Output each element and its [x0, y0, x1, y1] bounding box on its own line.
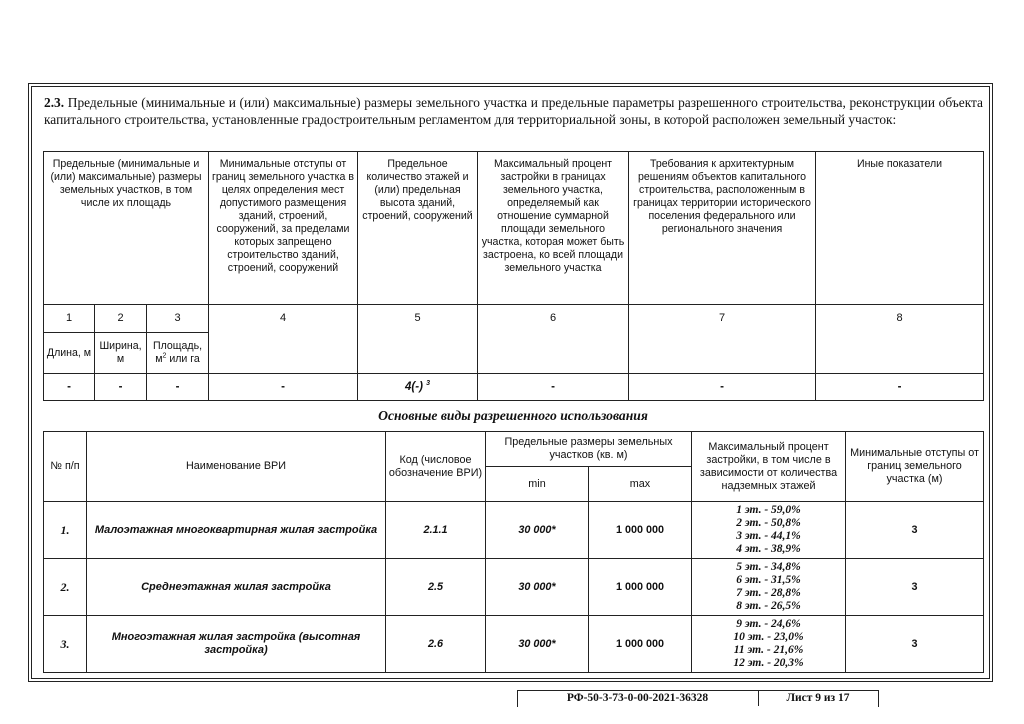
row-name: Малоэтажная многоквартирная жилая застройка — [87, 502, 386, 559]
row-setback: 3 — [846, 616, 984, 673]
value-architecture: - — [629, 374, 816, 401]
value-setbacks: - — [209, 374, 358, 401]
header-code: Код (числовое обозначение ВРИ) — [386, 432, 486, 502]
row-min: 30 000* — [486, 616, 589, 673]
row-name: Среднеэтажная жилая застройка — [87, 559, 386, 616]
header-setback: Минимальные отступы от границ земельного участка (м) — [846, 432, 984, 502]
col-number: 6 — [478, 305, 629, 374]
header-architecture: Требования к архитектурным решениям объектов капитального строительства, расположенным в границах территории исторического поселения федерального или регионального значения — [629, 152, 816, 305]
document-number: РФ-50-3-73-0-00-2021-36328 — [517, 690, 759, 706]
row-no: 2. — [44, 559, 87, 616]
header-sizes: Предельные размеры земельных участков (кв. м) — [486, 432, 692, 467]
value-coverage: - — [478, 374, 629, 401]
uses-table — [43, 431, 984, 673]
col-number: 1 — [44, 305, 95, 333]
header-max: max — [589, 467, 692, 502]
table-row — [44, 559, 984, 616]
col-number: 8 — [816, 305, 984, 374]
row-max: 1 000 000 — [589, 559, 692, 616]
header-coverage: Максимальный процент застройки, в том числе в зависимости от количества надземных этажей — [692, 432, 846, 502]
subheader-area: Площадь, $м^2$ или га — [147, 333, 209, 374]
row-setback: 3 — [846, 502, 984, 559]
row-code: 2.1.1 — [386, 502, 486, 559]
row-setback: 3 — [846, 559, 984, 616]
value-floors: 4(-) $^3$ — [358, 374, 478, 401]
col-number: 3 — [147, 305, 209, 333]
row-code: 2.5 — [386, 559, 486, 616]
header-no: № п/п — [44, 432, 87, 502]
col-number: 5 — [358, 305, 478, 374]
section-text: Предельные (минимальные и (или) максимальные) размеры земельного участка и предельные параметры разрешенного строительства, реконструкции объекта капитального строительства, установленные градостроительным регламентом для территориальной зоны, в которой расположен земельный участок: — [44, 95, 983, 127]
header-setbacks: Минимальные отступы от границ земельного участка в целях определения мест допустимого размещения зданий, строений, сооружений, за пределами которых запрещено строительство зданий, строений, сооружений — [209, 152, 358, 305]
header-floors: Предельное количество этажей и (или) предельная высота зданий, строений, сооружений — [358, 152, 478, 305]
header-name: Наименование ВРИ — [87, 432, 386, 502]
value-area: - — [147, 374, 209, 401]
table-row — [44, 502, 984, 559]
subheader-length: Длина, м — [44, 333, 95, 374]
row-min: 30 000* — [486, 502, 589, 559]
col-number: 2 — [95, 305, 147, 333]
value-width: - — [95, 374, 147, 401]
value-length: - — [44, 374, 95, 401]
table-row — [44, 616, 984, 673]
header-min: min — [486, 467, 589, 502]
uses-caption: Основные виды разрешенного использования — [378, 408, 648, 423]
row-max: 1 000 000 — [589, 502, 692, 559]
sheet-number: Лист 9 из 17 — [786, 692, 850, 704]
row-min: 30 000* — [486, 559, 589, 616]
row-coverage: 5 эт. - 34,8% 6 эт. - 31,5% 7 эт. - 28,8% 8 эт. - 26,5% — [692, 559, 846, 616]
header-coverage: Максимальный процент застройки в границах земельного участка, определяемый как отношение суммарной площади земельного участка, которая может быть застроена, ко всей площади земельного участка — [478, 152, 629, 305]
col-number: 7 — [629, 305, 816, 374]
col-number: 4 — [209, 305, 358, 374]
row-no: 3. — [44, 616, 87, 673]
row-coverage: 9 эт. - 24,6% 10 эт. - 23,0% 11 эт. - 21,6% 12 эт. - 20,3% — [692, 616, 846, 673]
row-no: 1. — [44, 502, 87, 559]
row-coverage: 1 эт. - 59,0% 2 эт. - 50,8% 3 эт. - 44,1% 4 эт. - 38,9% — [692, 502, 846, 559]
row-code: 2.6 — [386, 616, 486, 673]
row-max: 1 000 000 — [589, 616, 692, 673]
params-table — [43, 151, 984, 401]
header-other: Иные показатели — [816, 152, 984, 305]
section-number: 2.3. — [44, 95, 65, 110]
subheader-width: Ширина, м — [95, 333, 147, 374]
section-heading — [44, 94, 983, 128]
row-name: Многоэтажная жилая застройка (высотная застройка) — [87, 616, 386, 673]
header-sizes: Предельные (минимальные и (или) максимальные) размеры земельных участков, в том числе их площадь — [44, 152, 209, 305]
value-other: - — [816, 374, 984, 401]
